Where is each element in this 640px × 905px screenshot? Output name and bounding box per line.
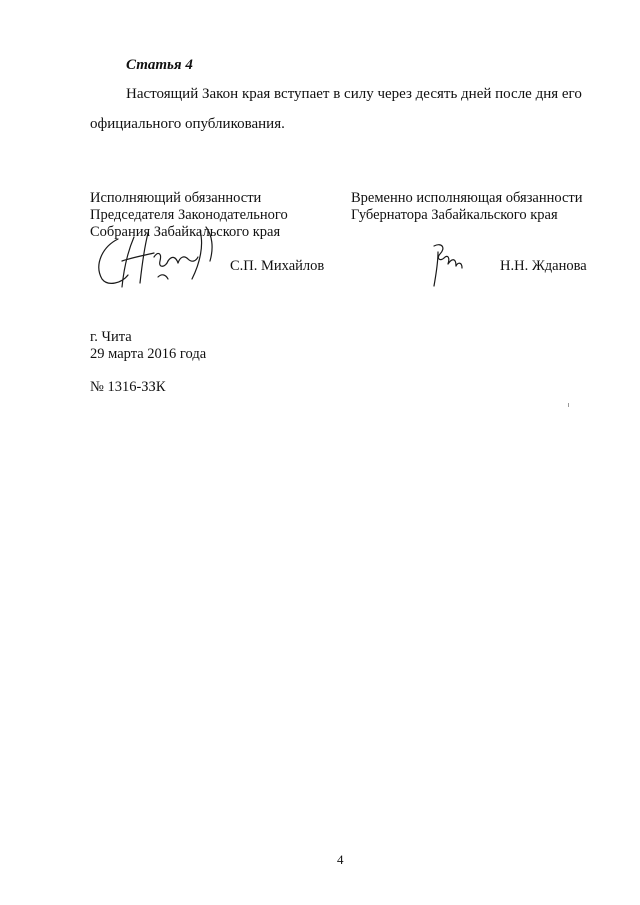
left-signatory-name: С.П. Михайлов (230, 258, 325, 274)
left-title-line: Исполняющий обязанности (90, 190, 262, 206)
left-title-line: Председателя Законодательного (90, 207, 288, 223)
place: г. Чита (90, 329, 132, 345)
left-title-line: Собрания Забайкальского края (90, 224, 281, 240)
place-and-date (90, 329, 206, 363)
scan-speck (568, 403, 569, 407)
article-title: Статья 4 (126, 57, 193, 73)
date: 29 марта 2016 года (90, 346, 207, 362)
law-number: № 1316-ЗЗК (90, 379, 166, 395)
right-signature-image (428, 238, 468, 290)
right-signatory-name: Н.Н. Жданова (500, 258, 587, 274)
left-signature-image (88, 217, 228, 297)
article-text-line-1: Настоящий Закон края вступает в силу через десять дней после дня его (126, 86, 582, 102)
right-signatory-title (351, 190, 583, 224)
right-title-line: Временно исполняющая обязанности (351, 190, 583, 206)
right-title-line: Губернатора Забайкальского края (351, 207, 558, 223)
page-number: 4 (337, 852, 344, 867)
article-text-line-2: официального опубликования. (90, 116, 285, 132)
